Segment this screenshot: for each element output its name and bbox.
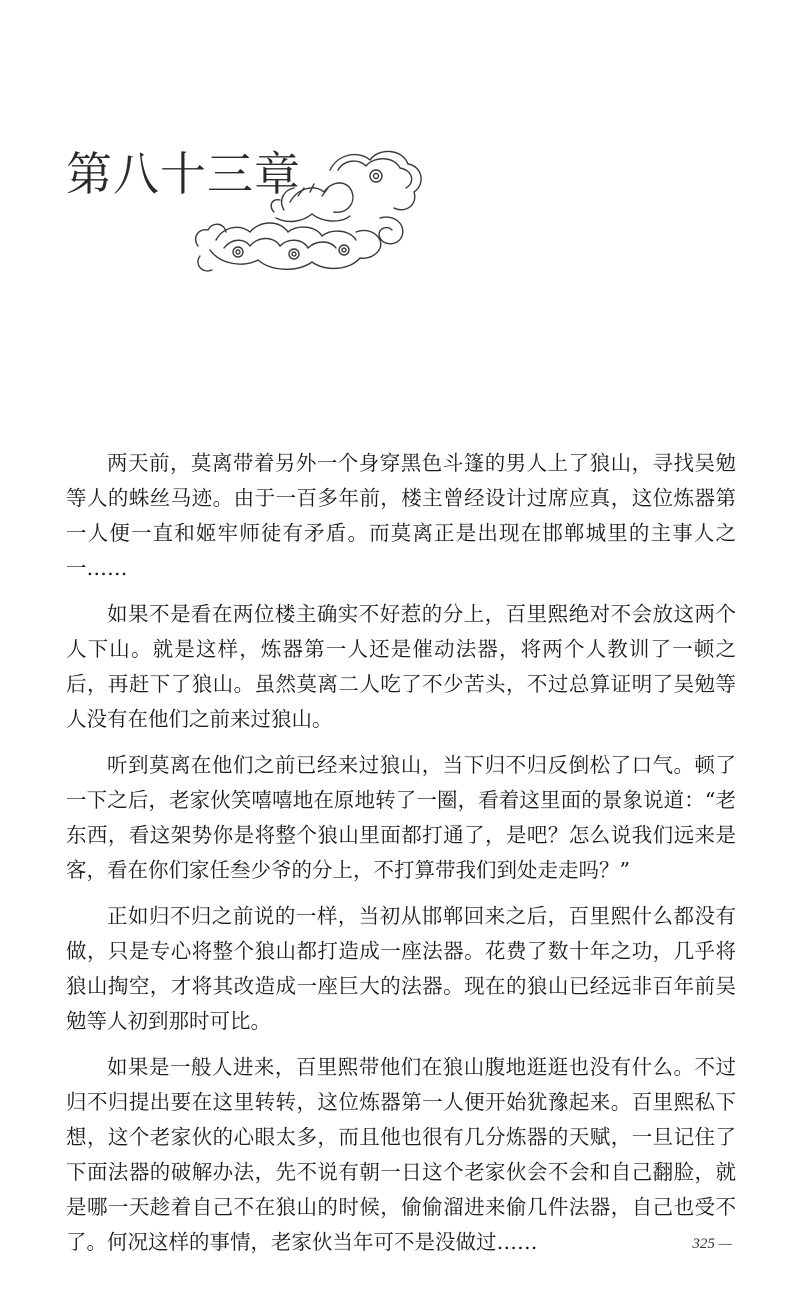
page-number: 325 — [692,1236,732,1252]
chapter-body [66,446,736,1271]
cloud-dragon-ornament-icon [180,140,430,290]
paragraph: 听到莫离在他们之前已经来过狼山，当下归不归反倒松了口气。顿了一下之后，老家伙笑嘻嘻地在原地转了一圈，看着这里面的景象说道：“老东西，看这架势你是将整个狼山里面都打通了，是吧？怎么说我们远来是客，看在你们家任叁少爷的分上，不打算带我们到处走走吗？” [66,753,736,882]
paragraph: 如果不是看在两位楼主确实不好惹的分上，百里熙绝对不会放这两个人下山。就是这样，炼器第一人还是催动法器，将两个人教训了一顿之后，再赶下了狼山。虽然莫离二人吃了不少苦头，不过总算证明了吴勉等人没有在他们之前来过狼山。 [66,602,736,731]
paragraph: 正如归不归之前说的一样，当初从邯郸回来之后，百里熙什么都没有做，只是专心将整个狼山都打造成一座法器。花费了数十年之功，几乎将狼山掏空，才将其改造成一座巨大的法器。现在的狼山已经远非百年前吴勉等人初到那时可比。 [66,904,736,1033]
paragraph: 两天前，莫离带着另外一个身穿黑色斗篷的男人上了狼山，寻找吴勉等人的蛛丝马迹。由于一百多年前，楼主曾经设计过席应真，这位炼器第一人便一直和姬牢师徒有矛盾。而莫离正是出现在邯郸城里的主事人之一…… [66,451,736,580]
chapter-title: 第八十三章 [66,147,301,201]
paragraph: 如果是一般人进来，百里熙带他们在狼山腹地逛逛也没有什么。不过归不归提出要在这里转转，这位炼器第一人便开始犹豫起来。百里熙私下想，这个老家伙的心眼太多，而且他也很有几分炼器的天赋，一旦记住了下面法器的破解办法，先不说有朝一日这个老家伙会不会和自己翻脸，就是哪一天趁着自己不在狼山的时候，偷偷溜进来偷几件法器，自己也受不了。何况这样的事情，老家伙当年可不是没做过…… [66,1055,736,1254]
